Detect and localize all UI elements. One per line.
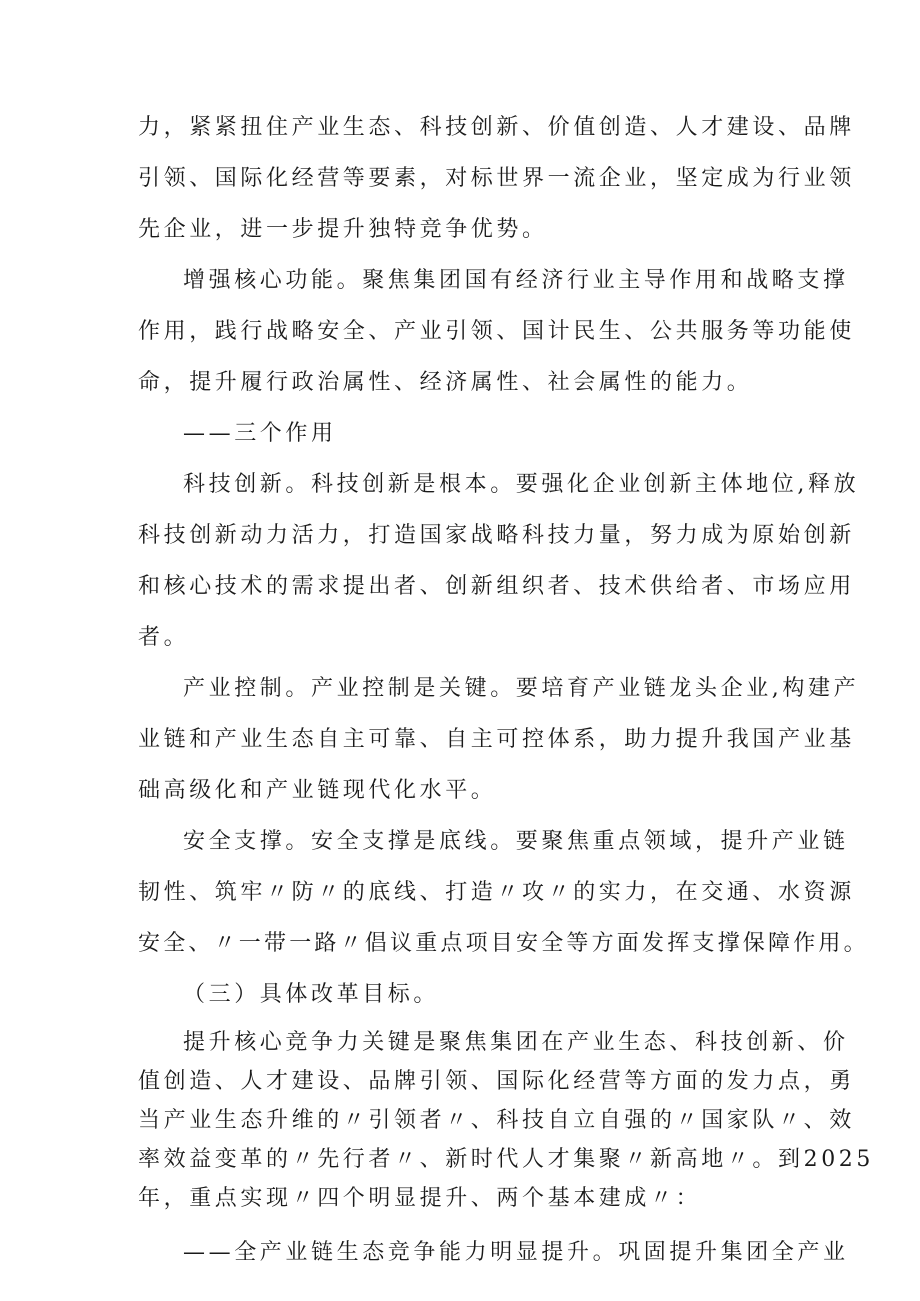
section-subheading: ——三个作用 — [183, 421, 337, 446]
paragraph-line: 提升核心竞争力关键是聚焦集团在产业生态、科技创新、价 — [183, 1030, 849, 1055]
paragraph-line: 产业控制。产业控制是关键。要培育产业链龙头企业,构建产 — [183, 676, 860, 701]
paragraph-line: 引领、国际化经营等要素，对标世界一流企业，坚定成为行业领 — [138, 166, 855, 191]
paragraph-line: 础高级化和产业链现代化水平。 — [138, 778, 497, 803]
paragraph-line: 韧性、筑牢〃防〃的底线、打造〃攻〃的实力，在交通、水资源 — [138, 880, 855, 905]
paragraph-line: 科技创新。科技创新是根本。要强化企业创新主体地位,释放 — [183, 472, 860, 497]
paragraph-line: 和核心技术的需求提出者、创新组织者、技术供给者、市场应用 — [138, 574, 855, 599]
section-heading: （三）具体改革目标。 — [183, 982, 440, 1007]
paragraph-line: ——全产业链生态竞争能力明显提升。巩固提升集团全产业 — [183, 1240, 849, 1265]
paragraph-line: 安全、〃一带一路〃倡议重点项目安全等方面发挥支撑保障作用。 — [138, 931, 869, 956]
paragraph-line: 年，重点实现〃四个明显提升、两个基本建成〃： — [138, 1186, 702, 1211]
paragraph-line: 值创造、人才建设、品牌引领、国际化经营等方面的发力点，勇 — [138, 1069, 855, 1094]
paragraph-line: 先企业，进一步提升独特竞争优势。 — [138, 217, 548, 242]
paragraph-line: 增强核心功能。聚焦集团国有经济行业主导作用和战略支撑 — [183, 268, 849, 293]
paragraph-line: 业链和产业生态自主可靠、自主可控体系，助力提升我国产业基 — [138, 727, 855, 752]
paragraph-line: 命，提升履行政治属性、经济属性、社会属性的能力。 — [138, 370, 753, 395]
paragraph-line: 力，紧紧扭住产业生态、科技创新、价值创造、人才建设、品牌 — [138, 115, 855, 140]
paragraph-line: 安全支撑。安全支撑是底线。要聚焦重点领域，提升产业链 — [183, 829, 849, 854]
paragraph-line: 当产业生态升维的〃引领者〃、科技自立自强的〃国家队〃、效 — [138, 1108, 855, 1133]
paragraph-line: 作用，践行战略安全、产业引领、国计民生、公共服务等功能使 — [138, 319, 855, 344]
paragraph-line: 科技创新动力活力，打造国家战略科技力量，努力成为原始创新 — [138, 523, 855, 548]
paragraph-line: 率效益变革的〃先行者〃、新时代人才集聚〃新高地〃。到2025 — [138, 1147, 874, 1172]
paragraph-line: 者。 — [138, 625, 190, 650]
